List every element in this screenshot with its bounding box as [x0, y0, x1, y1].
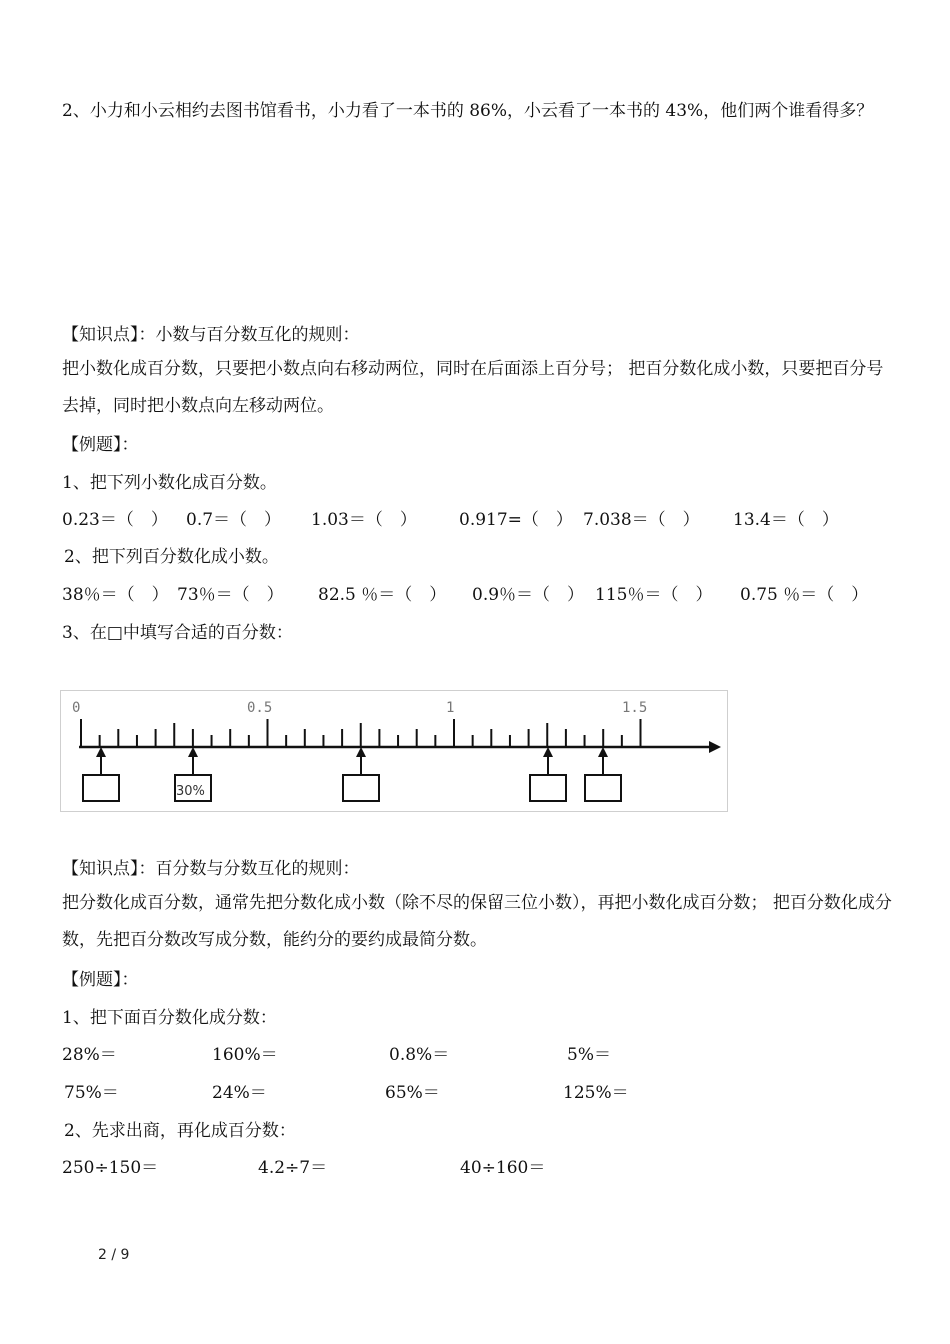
exercise-item: 28%＝ — [62, 1045, 117, 1065]
exercise-item: 75%＝ — [64, 1083, 119, 1103]
answer-box[interactable] — [530, 775, 566, 801]
knowledge-point-2-heading: 【知识点】：百分数与分数互化的规则： — [62, 859, 360, 879]
exercise-item: 4.2÷7＝ — [258, 1158, 328, 1178]
exercise-4-row-2 — [62, 1081, 892, 1105]
pointer-arrow-head — [188, 747, 198, 757]
exercise-4-row-1 — [62, 1043, 892, 1067]
exercise-item: 115％＝（ ） — [595, 585, 713, 605]
exercise-2-row — [62, 583, 892, 607]
exercise-item: 24%＝ — [212, 1083, 267, 1103]
question-2: 2、小力和小云相约去图书馆看书，小力看了一本书的 86%，小云看了一本书的 43%，他们两个谁看得多？ — [62, 101, 874, 121]
exercise-item: 160%＝ — [212, 1045, 278, 1065]
example-2-heading: 【例题】： — [62, 970, 139, 990]
exercise-item: 0.8%＝ — [389, 1045, 450, 1065]
tick-label-1-5: 1.5 — [622, 700, 648, 716]
number-line-arrowhead — [709, 741, 721, 753]
number-line-svg — [61, 691, 727, 811]
exercise-item: 38％＝（ ） — [62, 585, 169, 605]
pointer-arrow-head — [96, 747, 106, 757]
number-line-ticks — [81, 719, 641, 747]
tick-label-0-5: 0.5 — [247, 700, 273, 716]
knowledge-point-1-body: 把小数化成百分数，只要把小数点向右移动两位，同时在后面添上百分号； 把百分数化成小数，只要把百分号去掉，同时把小数点向左移动两位。 — [62, 359, 884, 416]
knowledge-point-1-heading: 【知识点】：小数与百分数互化的规则： — [62, 325, 360, 345]
exercise-item: 73％＝（ ） — [177, 585, 284, 605]
exercise-4-title: 1、把下面百分数化成分数： — [62, 1008, 277, 1028]
example-1-heading: 【例题】： — [62, 435, 139, 455]
exercise-item: 0.23＝（ ） — [62, 510, 168, 530]
exercise-1-title: 1、把下列小数化成百分数。 — [62, 473, 277, 493]
exercise-item: 0.9％＝（ ） — [472, 585, 585, 605]
exercise-item: 13.4＝（ ） — [733, 510, 839, 530]
filled-answer: 30% — [176, 784, 205, 799]
pointer-arrow-head — [543, 747, 553, 757]
exercise-item: 0.75 ％＝（ ） — [740, 585, 869, 605]
answer-boxes — [83, 747, 621, 801]
exercise-item: 82.5 ％＝（ ） — [318, 585, 447, 605]
pointer-arrow-head — [356, 747, 366, 757]
page-number: 2 / 9 — [98, 1247, 130, 1263]
exercise-item: 250÷150＝ — [62, 1158, 159, 1178]
answer-box[interactable] — [83, 775, 119, 801]
exercise-item: 0.7＝（ ） — [186, 510, 282, 530]
exercise-item: 0.917=（ ） — [459, 510, 573, 530]
exercise-item: 125%＝ — [563, 1083, 629, 1103]
exercise-5-row — [62, 1156, 892, 1180]
exercise-item: 40÷160＝ — [460, 1158, 546, 1178]
exercise-item: 1.03＝（ ） — [311, 510, 417, 530]
number-line-figure — [60, 690, 728, 812]
tick-label-0: 0 — [72, 700, 81, 716]
tick-label-1: 1 — [446, 700, 455, 716]
exercise-item: 5%＝ — [567, 1045, 611, 1065]
pointer-arrow-head — [598, 747, 608, 757]
exercise-item: 7.038＝（ ） — [583, 510, 700, 530]
exercise-5-title: 2、先求出商，再化成百分数： — [64, 1121, 296, 1141]
exercise-1-row — [62, 508, 892, 532]
exercise-2-title: 2、把下列百分数化成小数。 — [64, 547, 279, 567]
exercise-item: 65%＝ — [385, 1083, 440, 1103]
exercise-3-title: 3、在□中填写合适的百分数： — [62, 623, 293, 643]
answer-box[interactable] — [585, 775, 621, 801]
knowledge-point-2-body: 把分数化成百分数，通常先把分数化成小数（除不尽的保留三位小数），再把小数化成百分数； 把百分数化成分数，先把百分数改写成分数，能约分的要约成最简分数。 — [62, 893, 892, 950]
answer-box[interactable] — [343, 775, 379, 801]
